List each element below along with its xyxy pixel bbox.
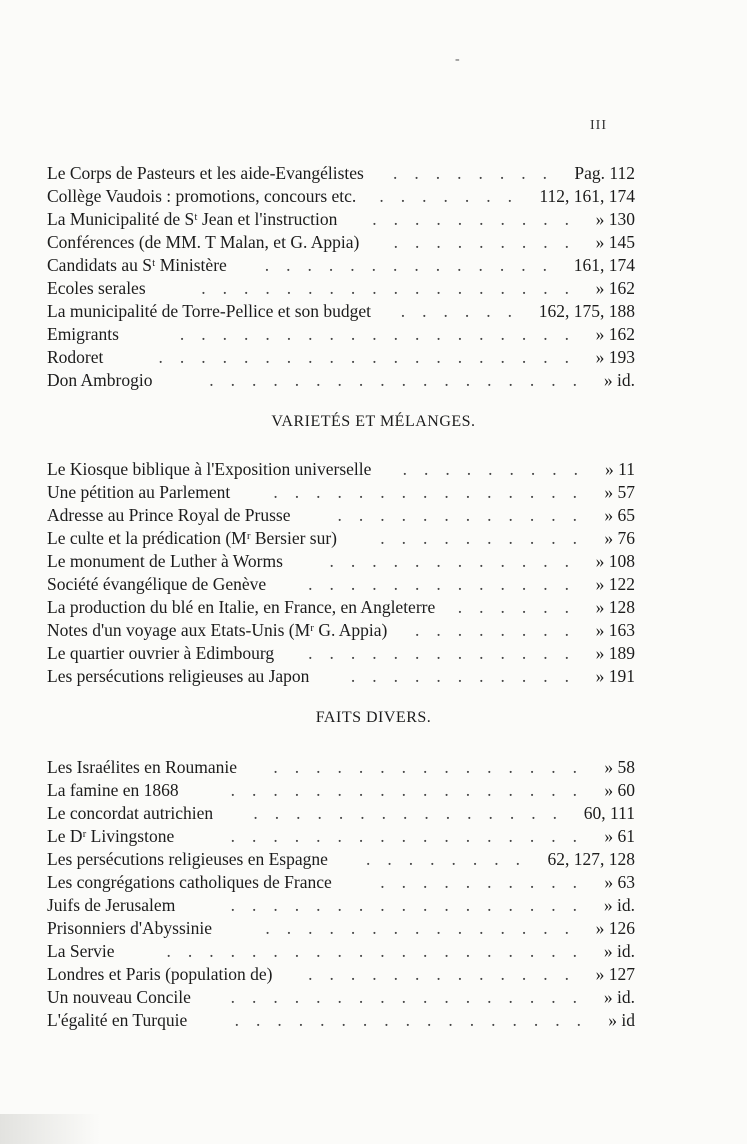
leader-dots: ........ bbox=[415, 620, 586, 640]
toc-entry-title: Prisonniers d'Abyssinie bbox=[47, 918, 213, 938]
toc-entry bbox=[47, 231, 635, 253]
leader-dots: .......... bbox=[380, 528, 594, 548]
toc-entry-title: Le quartier ouvrier à Edimbourg bbox=[47, 643, 275, 663]
toc-entry bbox=[47, 346, 635, 368]
leader-dots: .................. bbox=[201, 278, 586, 298]
toc-entry-title: Les persécutions religieuses en Espagne bbox=[47, 849, 328, 869]
leader-dots: .......... bbox=[380, 872, 594, 892]
leader-dots: .................... bbox=[166, 941, 594, 961]
leader-dots: ............... bbox=[273, 757, 594, 777]
toc-entry-title: Adresse au Prince Royal de Prusse bbox=[47, 505, 291, 525]
toc-entry-title: Le concordat autrichien bbox=[47, 803, 214, 823]
toc-entry bbox=[47, 162, 635, 184]
toc-entry-title: Collège Vaudois : promotions, concours etc. bbox=[47, 186, 357, 206]
leader-dots: ................. bbox=[234, 1010, 598, 1030]
toc-entry bbox=[47, 458, 635, 480]
toc-entry bbox=[47, 323, 635, 345]
toc-entry-title: Juifs de Jerusalem bbox=[47, 895, 176, 915]
leader-dots: ................. bbox=[230, 895, 594, 915]
toc-entry-pages: » 65 bbox=[604, 505, 635, 525]
toc-entry-pages: » 122 bbox=[595, 574, 635, 594]
toc-entry-pages: 62, 127, 128 bbox=[547, 849, 635, 869]
leader-dots: ........... bbox=[350, 666, 586, 686]
toc-entry-title: Ecoles serales bbox=[47, 278, 146, 298]
toc-entry bbox=[47, 1009, 635, 1031]
toc-entry-title: La Municipalité de Sᵗ Jean et l'instruction bbox=[47, 209, 338, 229]
toc-entry-title: Londres et Paris (population de) bbox=[47, 964, 273, 984]
toc-entry-pages: Pag. 112 bbox=[574, 163, 635, 183]
toc-entry-title: Don Ambrogio bbox=[47, 370, 153, 390]
toc-entry-pages: 60, 111 bbox=[583, 803, 635, 823]
toc-entry-title: Un nouveau Concile bbox=[47, 987, 191, 1007]
toc-entry-title: Notes d'un voyage aux Etats-Unis (Mʳ G. Appia) bbox=[47, 620, 388, 640]
section-heading-faits-divers: FAITS DIVERS. bbox=[315, 709, 432, 726]
toc-entry-pages: » id. bbox=[603, 895, 635, 915]
toc-entry bbox=[47, 871, 635, 893]
toc-entry bbox=[47, 848, 635, 870]
toc-entry bbox=[47, 986, 635, 1008]
toc-entry-pages: » 189 bbox=[595, 643, 635, 663]
top-mark: - bbox=[455, 52, 460, 67]
toc-entry-title: Le culte et la prédication (Mʳ Bersier sur) bbox=[47, 528, 338, 548]
toc-entry-pages: » 126 bbox=[595, 918, 635, 938]
toc-entry-pages: » 162 bbox=[595, 324, 635, 344]
leader-dots: ....... bbox=[379, 186, 529, 206]
toc-entry-pages: » 57 bbox=[604, 482, 635, 502]
section-heading-varietes: VARIETÉS ET MÉLANGES. bbox=[271, 413, 476, 430]
toc-entry bbox=[47, 254, 635, 276]
toc-entry-pages: 161, 174 bbox=[573, 255, 635, 275]
toc-entry bbox=[47, 208, 635, 230]
toc-entry-title: La municipalité de Torre-Pellice et son budget bbox=[47, 301, 372, 321]
leader-dots: ............. bbox=[308, 643, 586, 663]
leader-dots: ............... bbox=[265, 918, 586, 938]
toc-entry bbox=[47, 277, 635, 299]
toc-entry bbox=[47, 963, 635, 985]
toc-entry-title: Le Kiosque biblique à l'Exposition universelle bbox=[47, 459, 372, 479]
leader-dots: ............. bbox=[308, 574, 586, 594]
leader-dots: ............... bbox=[253, 803, 574, 823]
leader-dots: .............. bbox=[264, 255, 564, 275]
toc-entry-title: Les persécutions religieuses au Japon bbox=[47, 666, 310, 686]
toc-entry-pages: » 61 bbox=[604, 826, 635, 846]
leader-dots: ................. bbox=[230, 826, 594, 846]
leader-dots: ......... bbox=[393, 232, 586, 252]
leader-dots: ................. bbox=[230, 780, 594, 800]
toc-entry-pages: » 145 bbox=[595, 232, 635, 252]
toc-entry bbox=[47, 596, 635, 618]
leader-dots: ...... bbox=[457, 597, 586, 617]
leader-dots: .................. bbox=[209, 370, 594, 390]
toc-entry bbox=[47, 619, 635, 641]
toc-entry-title: Les congrégations catholiques de France bbox=[47, 872, 332, 892]
toc-entry-pages: » 162 bbox=[595, 278, 635, 298]
leader-dots: ............ bbox=[329, 551, 586, 571]
toc-entry-pages: » id. bbox=[603, 987, 635, 1007]
toc-entry-title: Rodoret bbox=[47, 347, 104, 367]
toc-entry-pages: » 11 bbox=[605, 459, 635, 479]
toc-entry-pages: » 193 bbox=[595, 347, 635, 367]
leader-dots: ........ bbox=[393, 163, 564, 183]
toc-entry bbox=[47, 802, 635, 824]
leader-dots: ............. bbox=[308, 964, 586, 984]
toc-entry bbox=[47, 917, 635, 939]
toc-entry-title: La famine en 1868 bbox=[47, 780, 179, 800]
toc-entry-title: Les Israélites en Roumanie bbox=[47, 757, 238, 777]
toc-entry-title: La production du blé en Italie, en France, en Angleterre bbox=[47, 597, 436, 617]
toc-entry bbox=[47, 756, 635, 778]
toc-entry-pages: » 128 bbox=[595, 597, 635, 617]
toc-entry bbox=[47, 369, 635, 391]
toc-entry-pages: » 127 bbox=[595, 964, 635, 984]
leader-dots: ................. bbox=[230, 987, 594, 1007]
toc-entry-title: La Servie bbox=[47, 941, 115, 961]
leader-dots: .......... bbox=[372, 209, 586, 229]
leader-dots: ............... bbox=[273, 482, 594, 502]
toc-entry bbox=[47, 642, 635, 664]
toc-entry bbox=[47, 665, 635, 687]
toc-entry-title: Le Dʳ Livingstone bbox=[47, 826, 175, 846]
toc-entry-pages: » id bbox=[608, 1010, 635, 1030]
leader-dots: ......... bbox=[402, 459, 595, 479]
leader-dots: ........ bbox=[366, 849, 537, 869]
toc-entry bbox=[47, 779, 635, 801]
scan-smudge bbox=[0, 1114, 100, 1144]
toc-entry-title: Une pétition au Parlement bbox=[47, 482, 231, 502]
toc-entry-title: Emigrants bbox=[47, 324, 119, 344]
toc-entry bbox=[47, 550, 635, 572]
leader-dots: .................... bbox=[158, 347, 586, 367]
toc-entry bbox=[47, 940, 635, 962]
toc-entry-pages: 112, 161, 174 bbox=[539, 186, 635, 206]
toc-entry bbox=[47, 894, 635, 916]
toc-entry-pages: 162, 175, 188 bbox=[538, 301, 635, 321]
toc-entry bbox=[47, 481, 635, 503]
toc-entry-pages: » id. bbox=[603, 941, 635, 961]
toc-entry-pages: » 76 bbox=[604, 528, 635, 548]
toc-entry-pages: » 63 bbox=[604, 872, 635, 892]
toc-entry bbox=[47, 527, 635, 549]
toc-entry-title: Conférences (de MM. T Malan, et G. Appia) bbox=[47, 232, 360, 252]
leader-dots: ............ bbox=[337, 505, 594, 525]
toc-entry-pages: » 58 bbox=[604, 757, 635, 777]
toc-entry bbox=[47, 825, 635, 847]
toc-entry-title: Candidats au Sᵗ Ministère bbox=[47, 255, 227, 275]
toc-entry bbox=[47, 300, 635, 322]
toc-entry-pages: » 108 bbox=[595, 551, 635, 571]
toc-entry-pages: » 163 bbox=[595, 620, 635, 640]
toc-entry-title: Société évangélique de Genève bbox=[47, 574, 267, 594]
toc-entry-pages: » 130 bbox=[595, 209, 635, 229]
toc-entry-title: Le Corps de Pasteurs et les aide-Evangélistes bbox=[47, 163, 364, 183]
page-number: III bbox=[590, 118, 607, 133]
toc-entry bbox=[47, 185, 635, 207]
toc-entry-pages: » id. bbox=[603, 370, 635, 390]
toc-entry-pages: » 191 bbox=[595, 666, 635, 686]
toc-entry bbox=[47, 573, 635, 595]
toc-entry-title: Le monument de Luther à Worms bbox=[47, 551, 283, 571]
leader-dots: ...... bbox=[400, 301, 529, 321]
toc-entry bbox=[47, 504, 635, 526]
leader-dots: ................... bbox=[179, 324, 586, 344]
toc-entry-pages: » 60 bbox=[604, 780, 635, 800]
toc-entry-title: L'égalité en Turquie bbox=[47, 1010, 188, 1030]
